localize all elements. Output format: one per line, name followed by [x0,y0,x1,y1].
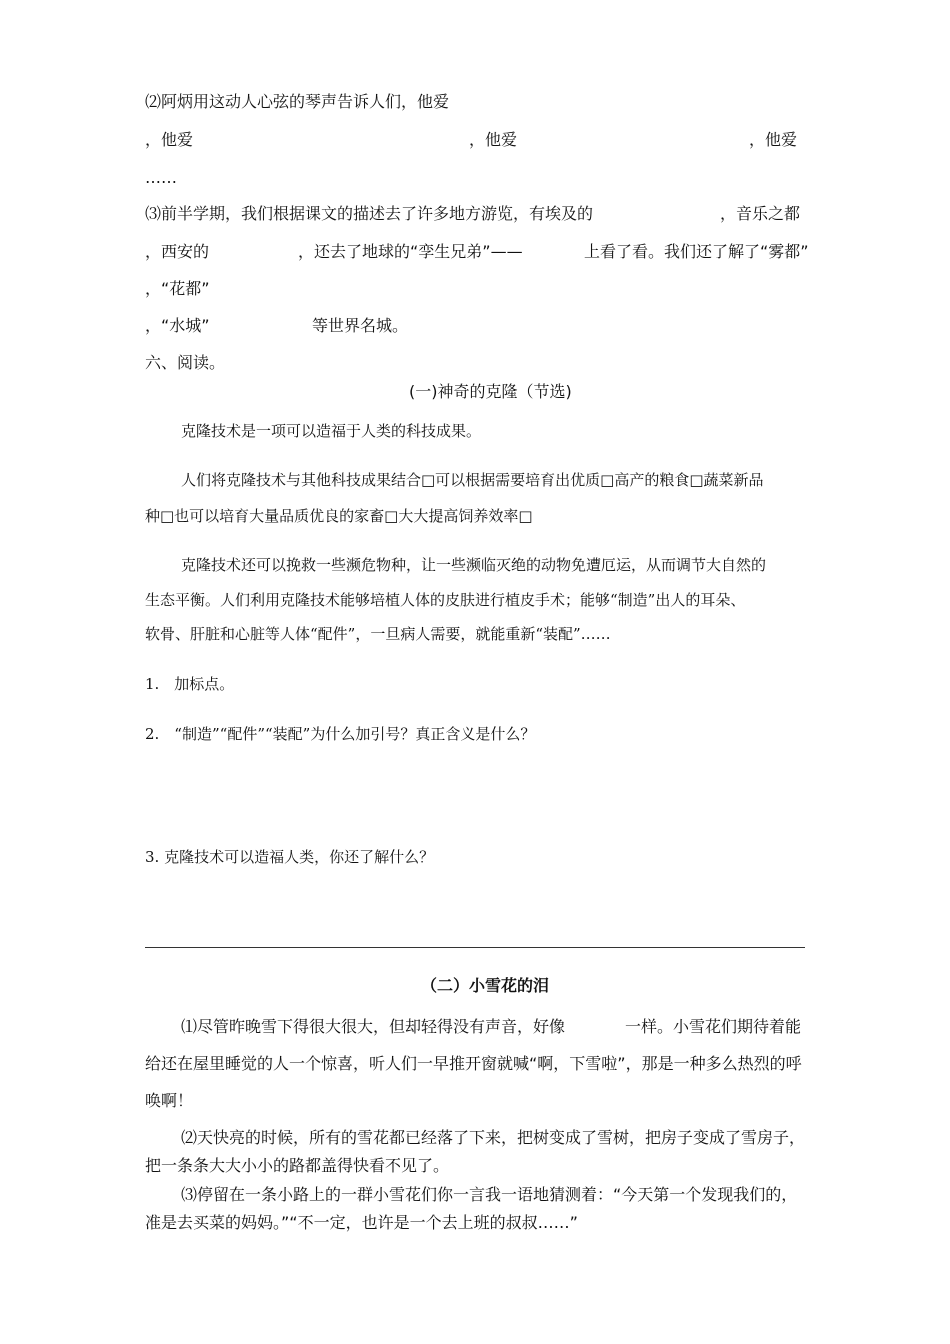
q2-line1: ⑵阿炳用这动人心弦的琴声告诉人们，他爱 [145,92,450,111]
passage2-title: （二）小雪花的泪 [421,976,550,995]
passage1-p2-line1: 人们将克隆技术与其他科技成果结合□可以根据需要培育出优质□高产的粮食□蔬菜新品 [181,471,764,489]
q2-blank-b: ，他爱 [469,130,518,149]
passage2-p1-line3: 唤啊！ [145,1091,194,1110]
q3-line1-a: ⑶前半学期，我们根据课文的描述去了许多地方游览，有埃及的 [145,204,594,223]
passage2-p1-line1-a: ⑴尽管昨晚雪下得很大很大，但却轻得没有声音，好像 [181,1017,566,1036]
passage2-p1-line2: 给还在屋里睡觉的人一个惊喜，听人们一早推开窗就喊“啊，下雪啦”，那是一种多么热烈的呼 [145,1054,802,1073]
section-divider [145,947,805,948]
q2-blank-c: ，他爱 [749,130,798,149]
section-heading: 六、阅读。 [145,353,226,372]
passage2-p2-line2: 把一条条大大小小的路都盖得快看不见了。 [145,1156,450,1175]
passage1-question-2: 2. “制造”“配件”“装配”为什么加引号？真正含义是什么？ [145,725,536,743]
q3-line2-b: ，还去了地球的“孪生兄弟”—— [298,242,523,261]
passage1-p2-line2: 种□也可以培育大量品质优良的家畜□大大提高饲养效率□ [145,507,533,525]
passage1-question-3: 3. 克隆技术可以造福人类，你还了解什么？ [145,848,435,866]
q3-line4-a: ，“水城” [145,316,210,335]
passage1-p1: 克隆技术是一项可以造福于人类的科技成果。 [181,422,482,440]
q2-blank-a: ，他爱 [145,130,194,149]
passage1-question-1: 1. 加标点。 [145,675,235,693]
q3-line2-a: ，西安的 [145,242,210,261]
passage1-p3-line1: 克隆技术还可以挽救一些濒危物种，让一些濒临灭绝的动物免遭厄运，从而调节大自然的 [181,556,767,574]
q3-line4-b: 等世界名城。 [312,316,409,335]
passage2-p2-line1: ⑵天快亮的时候，所有的雪花都已经落了下来，把树变成了雪树，把房子变成了雪房子， [181,1128,806,1147]
q3-line1-b: ，音乐之都 [720,204,801,223]
passage1-p3-line3: 软骨、肝脏和心脏等人体“配件”，一旦病人需要，就能重新“装配”…… [145,625,611,643]
q3-line3: ，“花都” [145,279,210,298]
passage2-p1-line1-b: 一样。小雪花们期待着能 [625,1017,802,1036]
passage2-p3-line1: ⑶停留在一条小路上的一群小雪花们你一言我一语地猜测着：“今天第一个发现我们的， [181,1185,798,1204]
passage1-title: (一)神奇的克隆（节选) [409,382,572,401]
passage1-p3-line2: 生态平衡。人们利用克隆技术能够培植人体的皮肤进行植皮手术；能够“制造”出人的耳朵、 [145,591,746,609]
q2-ellipsis: …… [145,168,177,187]
passage2-p3-line2: 准是去买菜的妈妈。”“不一定，也许是一个去上班的叔叔……” [145,1213,578,1232]
q3-line2-c: 上看了看。我们还了解了“雾都” [584,242,809,261]
